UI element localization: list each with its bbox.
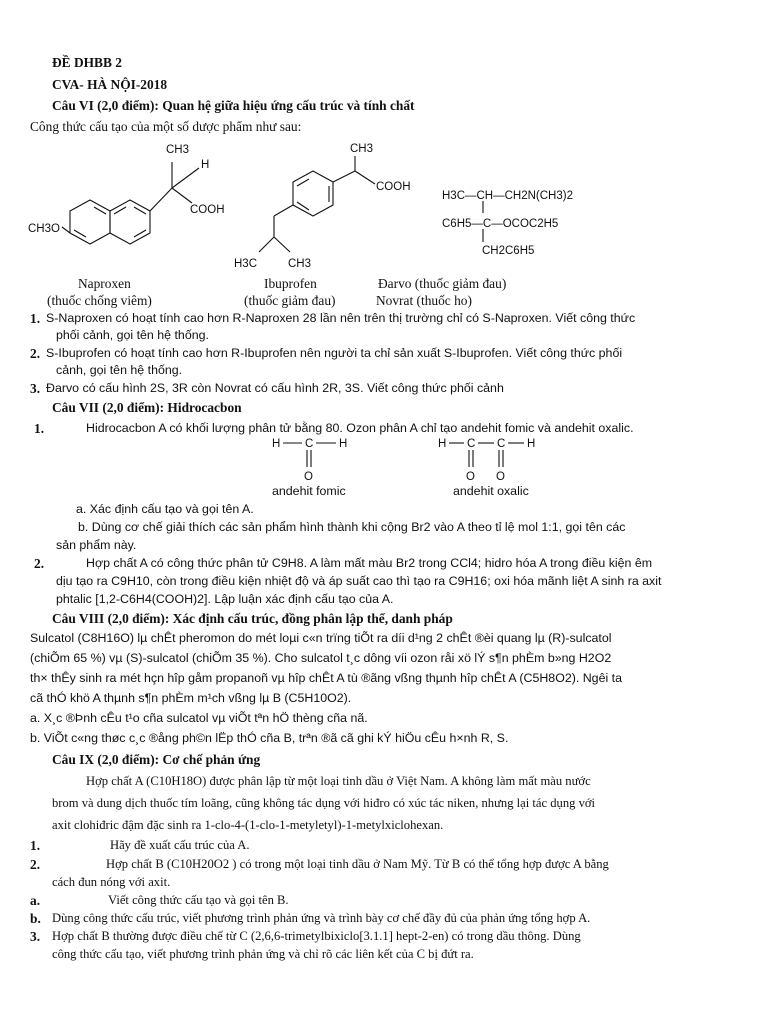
q7-p2-line1: Hợp chất A có công thức phân tử C9H8. A làm mất màu Br2 trong CCl4; hidro hóa A trong điều kiện êm — [86, 556, 653, 570]
q6-item1-line1: S-Naproxen có hoạt tính cao hơn R-Naproxen 28 lần nên trên thị trường chỉ có S-Naproxen. Viết công thức — [46, 311, 636, 325]
q6-item1-num: 1. — [30, 311, 41, 326]
q9-item3-num: 3. — [30, 929, 41, 944]
naproxen-ch3: CH3 — [166, 144, 190, 156]
andehit-oxalic-structure — [438, 438, 535, 483]
q7-p2-line3: phtalic [1,2-C6H4(COOH)2]. Lập luận xác định cấu tạo của A. — [56, 592, 394, 606]
svg-text:O: O — [304, 471, 313, 483]
ibuprofen-structure — [234, 143, 411, 270]
q6-item3-line1: Đarvo có cấu hình 2S, 3R còn Novrat có cấu hình 2R, 3S. Viết công thức phối cảnh — [46, 381, 504, 395]
q9-item3-line2: công thức cấu tạo, viết phương trình phản ứng và chỉ rõ các liên kết của C bị đứt ra. — [52, 947, 474, 961]
q9-line3: axit clohiđric đậm đặc sinh ra 1-clo-4-(1-clo-1-metyletyl)-1-metylxiclohexan. — [52, 818, 444, 832]
q9-item-a: Viết công thức cấu tạo và gọi tên B. — [108, 893, 289, 907]
q7-title: Câu VII (2,0 điểm): Hidrocacbon — [52, 400, 242, 415]
q8-title: Câu VIII (2,0 điểm): Xác định cấu trúc, đồng phân lập thể, danh pháp — [52, 611, 453, 626]
q7-p1-num: 1. — [34, 421, 45, 436]
svg-text:H: H — [272, 438, 281, 450]
svg-text:H: H — [339, 438, 348, 450]
q9-item3-line1: Hợp chất B thường được điều chế từ C (2,6,6-trimetylbixiclo[3.1.1] hept-2-en) có trong dầu thông. Dùng — [52, 929, 581, 943]
naproxen-structure — [28, 144, 225, 244]
q6-title: Câu VI (2,0 điểm): Quan hệ giữa hiệu ứng cấu trúc và tính chất — [52, 98, 415, 113]
drug-structures — [0, 132, 768, 290]
q6-item2-line1: S-Ibuprofen có hoạt tính cao hơn R-Ibuprofen nên người ta chỉ sản xuất S-Ibuprofen. Viết công thức phối — [46, 346, 623, 360]
andehit-oxalic-label: andehit oxalic — [453, 484, 529, 498]
naproxen-h: H — [201, 159, 210, 171]
q7-p2-line2: dịu tạo ra C9H10, còn trong điều kiện nhiệt độ và áp suất cao thì tạo ra C9H16; oxi hóa mãnh liệt A sinh ra axit — [56, 574, 662, 588]
q9-item-b-num: b. — [30, 911, 41, 926]
ibuprofen-ch3: CH3 — [288, 258, 312, 270]
q6-intro: Công thức cấu tạo của một số dược phẩm như sau: — [30, 119, 302, 134]
aldehyde-structures — [0, 432, 768, 502]
q7-p2-num: 2. — [34, 556, 45, 571]
q8-line1: Sulcatol (C8H16O) lµ chÊt pheromon do mét loµi c«n trïng tiÕt ra díi d¹ng 2 chÊt ®èi quang lµ (R)-sulcatol — [30, 631, 612, 645]
svg-text:O: O — [496, 471, 505, 483]
naproxen-cooh: COOH — [190, 204, 225, 216]
svg-text:O: O — [466, 471, 475, 483]
svg-text:H: H — [438, 438, 447, 450]
school-heading: CVA- HÀ NỘI-2018 — [52, 77, 168, 92]
q7-p1-text: Hidrocacbon A có khối lượng phân tử bằng 80. Ozon phân A chỉ tạo andehit fomic và andehit oxalic. — [86, 421, 634, 435]
svg-text:C: C — [467, 438, 476, 450]
andehit-fomic-structure — [272, 438, 347, 483]
naproxen-use: (thuốc chống viêm) — [47, 293, 152, 308]
q9-item2-num: 2. — [30, 857, 41, 872]
darvo-line3: CH2C6H5 — [482, 245, 535, 257]
q9-line1: Hợp chất A (C10H18O) được phân lập từ một loại tinh dầu ở Việt Nam. A không làm mất màu nước — [86, 774, 591, 788]
q6-item3-num: 3. — [30, 381, 41, 396]
q6-item1-line2: phối cảnh, gọi tên hệ thống. — [56, 328, 209, 342]
darvo-use: Novrat (thuốc ho) — [376, 293, 472, 308]
q8-line3: th× thÊy sinh ra mét hçn hîp gåm propanoñ vµ hîp chÊt A tù ®ãng vßng thµnh hîp chÊt A (C5H8O2). Ngêi ta — [30, 671, 622, 685]
svg-text:C: C — [305, 438, 314, 450]
q6-item2-line2: cảnh, gọi tên hệ thống. — [56, 363, 183, 377]
q7-part-b-line2: sản phẩm này. — [56, 538, 137, 552]
q9-title: Câu IX (2,0 điểm): Cơ chế phản ứng — [52, 752, 261, 767]
q9-item2-line1: Hợp chất B (C10H20O2 ) có trong một loại tinh dầu ở Nam Mỹ. Từ B có thể tổng hợp được A bằng — [106, 857, 609, 871]
q9-line2: brom và dung dịch thuốc tím loãng, cũng không tác dụng với hiđro có xúc tác niken, nhưng lại tác dụng với — [52, 796, 596, 810]
q9-item-a-num: a. — [30, 893, 41, 908]
svg-text:C: C — [497, 438, 506, 450]
ibuprofen-use: (thuốc giảm đau) — [244, 293, 336, 308]
q8-part-a: a. X¸c ®Þnh cÊu t¹o cña sulcatol vµ viÕt tªn hÖ thèng cña nã. — [30, 711, 368, 725]
q9-item-b: Dùng công thức cấu trúc, viết phương trình phản ứng và trình bày cơ chế đầy đủ của phản ứng tổng hợp A. — [52, 911, 591, 925]
andehit-fomic-label: andehit fomic — [272, 484, 346, 498]
q9-item1-num: 1. — [30, 838, 41, 853]
q7-part-a: a. Xác định cấu tạo và gọi tên A. — [76, 502, 254, 516]
q9-item1: Hãy đề xuất cấu trúc của A. — [110, 838, 250, 852]
exam-code: ĐỀ DHBB 2 — [52, 55, 122, 70]
ibuprofen-cooh: COOH — [376, 181, 411, 193]
q8-line4: cã thÓ khö A thµnh s¶n phÈm m¹ch vßng lµ B (C5H10O2). — [30, 691, 352, 705]
q8-part-b: b. ViÕt c«ng thøc c¸c ®ång ph©n lËp thÓ cña B, trªn ®ã cã ghi kÝ hiÖu cÊu h×nh R, S. — [30, 731, 509, 745]
svg-text:H: H — [527, 438, 536, 450]
naproxen-och3: CH3O — [28, 223, 60, 235]
darvo-structure — [442, 190, 573, 257]
q9-item2-line2: cách đun nóng với axit. — [52, 875, 171, 889]
darvo-name: Đarvo (thuốc giảm đau) — [378, 276, 507, 291]
naproxen-name: Naproxen — [78, 276, 131, 291]
darvo-line1: H3C—CH—CH2N(CH3)2 — [442, 190, 573, 202]
ibuprofen-ch3-top: CH3 — [350, 143, 374, 155]
darvo-line2: C6H5—C—OCOC2H5 — [442, 218, 559, 230]
ibuprofen-h3c: H3C — [234, 258, 258, 270]
ibuprofen-name: Ibuprofen — [264, 276, 317, 291]
q7-part-b-line1: b. Dùng cơ chế giải thích các sản phẩm hình thành khi cộng Br2 vào A theo tỉ lệ mol 1:1, gọi tên các — [78, 520, 626, 534]
q8-line2: (chiÕm 65 %) vµ (S)-sulcatol (chiÕm 35 %). Cho sulcatol t¸c dông víi ozon råi xö lÝ s¶n phÈm b»ng H2O2 — [30, 651, 612, 665]
q6-item2-num: 2. — [30, 346, 41, 361]
